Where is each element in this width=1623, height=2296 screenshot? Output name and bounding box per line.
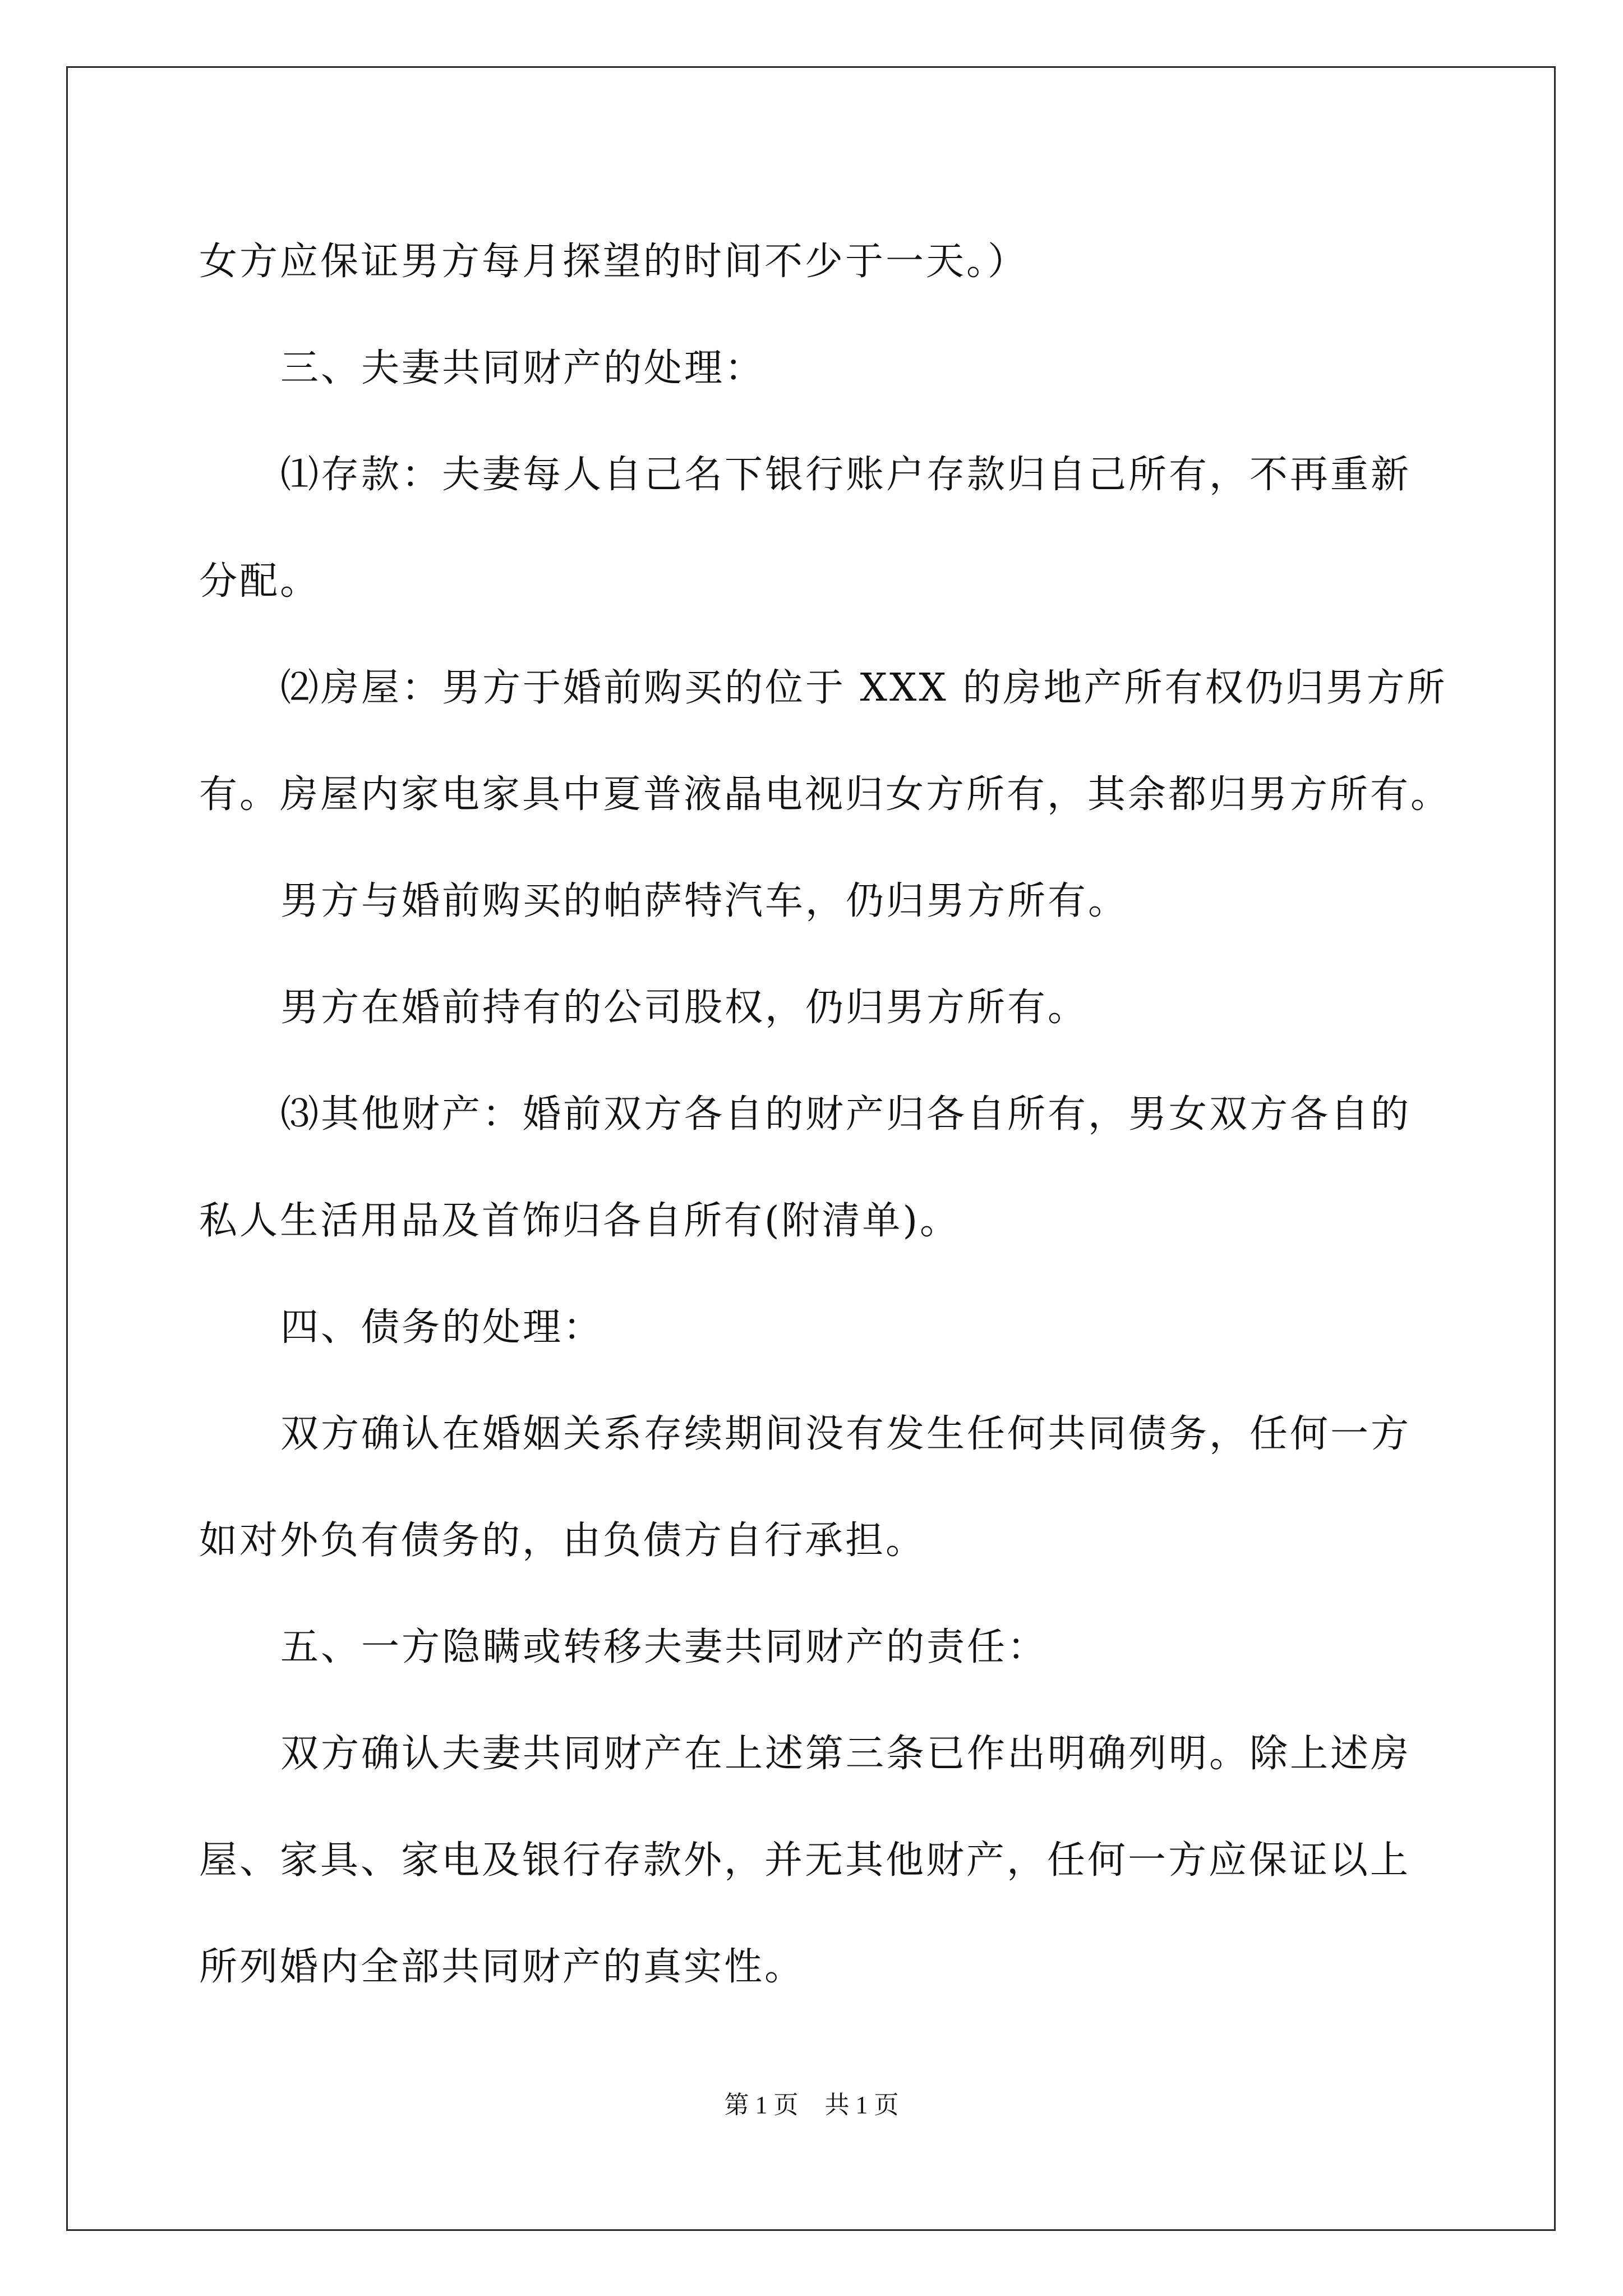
- text-line: ⑶其他财产：婚前双方各自的财产归各自所有，男女双方各自的: [280, 1092, 1412, 1137]
- text-line: 双方确认夫妻共同财产在上述第三条已作出明确列明。除上述房: [280, 1732, 1412, 1776]
- page-footer: [0, 2088, 1623, 2122]
- document-body: [199, 209, 1451, 2021]
- text-line: 私人生活用品及首饰归各自所有(附清单)。: [199, 1199, 961, 1243]
- text-line: 双方确认在婚姻关系存续期间没有发生任何共同债务，任何一方: [280, 1412, 1412, 1456]
- text-line: 分配。: [199, 559, 321, 604]
- text-line: 男方与婚前购买的帕萨特汽车，仍归男方所有。: [280, 879, 1129, 923]
- text-line: 男方在婚前持有的公司股权，仍归男方所有。: [280, 986, 1089, 1030]
- text-line: 女方应保证男方每月探望的时间不少于一天。）: [199, 240, 1029, 284]
- page-number: 第 1 页: [724, 2091, 799, 2119]
- text-line: 四、债务的处理：: [280, 1305, 604, 1350]
- text-line: 五、一方隐瞒或转移夫妻共同财产的责任：: [280, 1625, 1048, 1669]
- text-line: 屋、家具、家电及银行存款外，并无其他财产，任何一方应保证以上: [199, 1838, 1411, 1883]
- text-line: 所列婚内全部共同财产的真实性。: [199, 1945, 805, 1989]
- page-total: 共 1 页: [824, 2091, 899, 2119]
- text-line: 如对外负有债务的，由负债方自行承担。: [199, 1519, 926, 1563]
- text-line: ⑴存款：夫妻每人自己名下银行账户存款归自己所有，不再重新: [280, 453, 1412, 497]
- text-line: 三、夫妻共同财产的处理：: [280, 346, 766, 390]
- text-line: 有。房屋内家电家具中夏普液晶电视归女方所有，其余都归男方所有。: [199, 772, 1451, 817]
- text-line: ⑵房屋：男方于婚前购买的位于 XXX 的房地产所有权仍归男方所: [280, 666, 1447, 710]
